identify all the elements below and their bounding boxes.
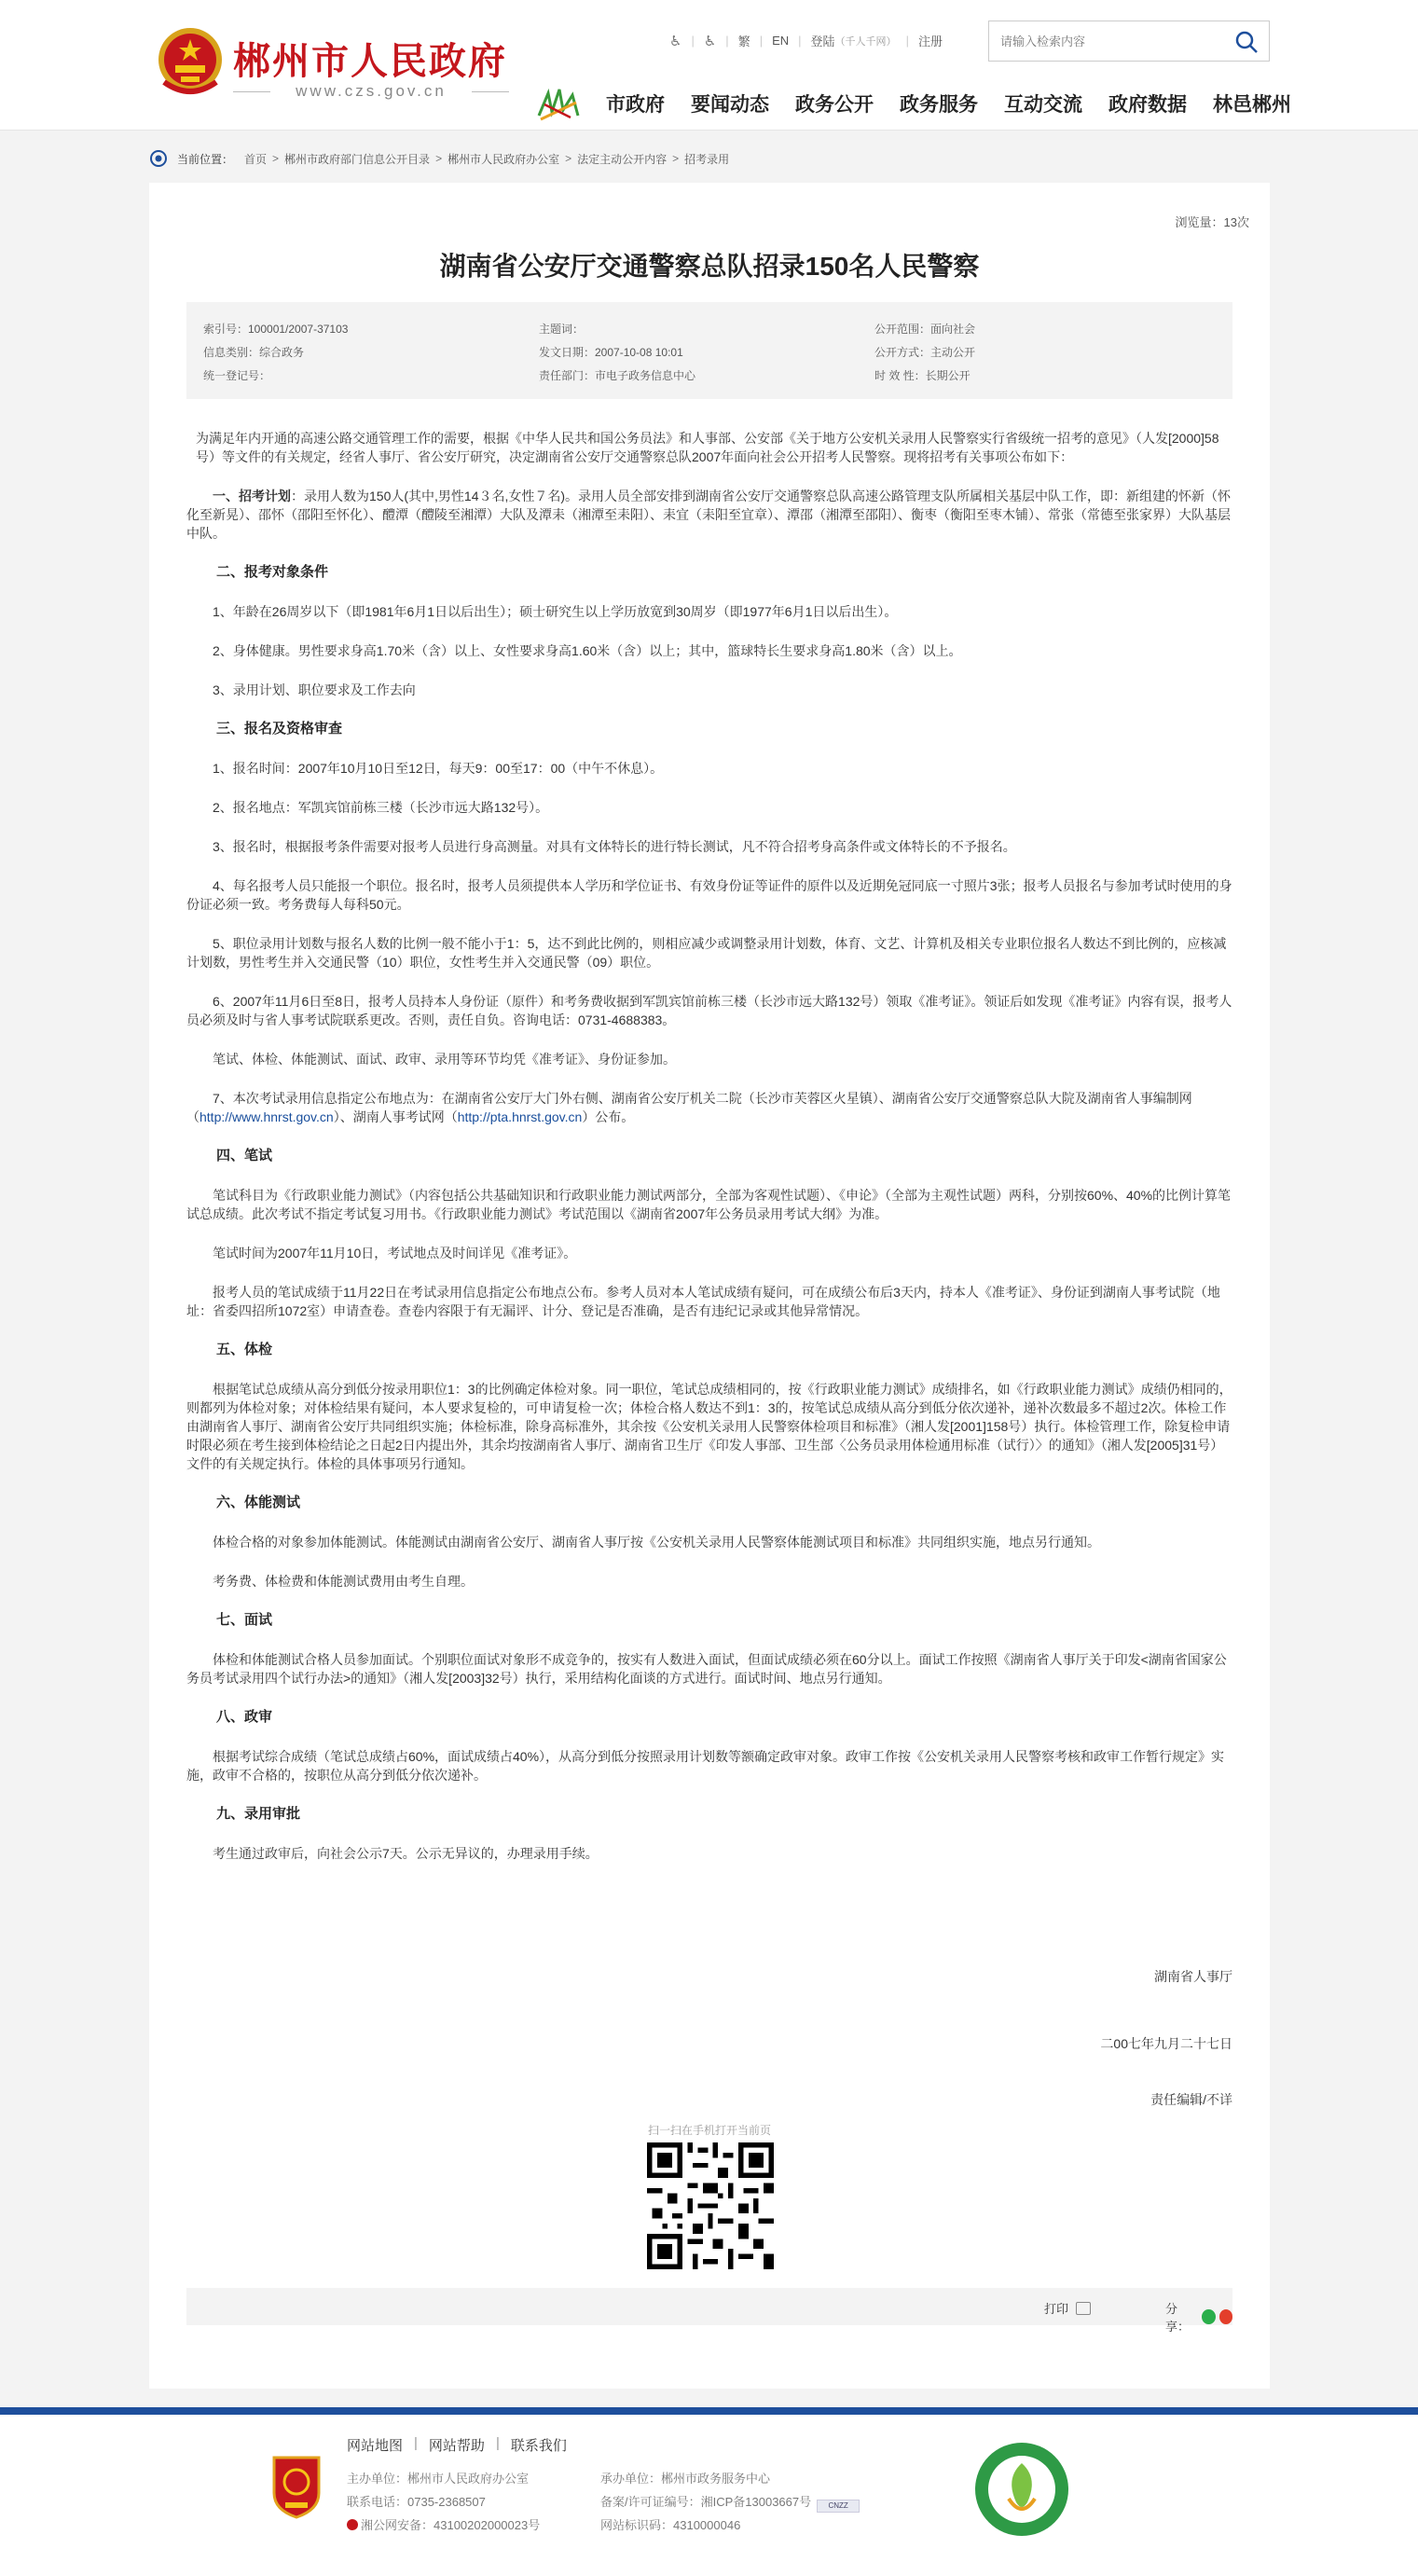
search-box bbox=[988, 21, 1270, 62]
meta-method: 公开方式：主动公开 bbox=[874, 346, 976, 359]
site-name[interactable]: 郴州市人民政府 bbox=[233, 39, 507, 83]
breadcrumb-separator: > bbox=[272, 152, 280, 165]
responsible-editor: 责任编辑/不详 bbox=[1150, 2092, 1232, 2107]
meta-date: 发文日期：2007-10-08 10:01 bbox=[539, 346, 683, 359]
national-emblem-icon[interactable] bbox=[155, 24, 226, 99]
paragraph: 考生通过政审后，向社会公示7天。公示无异议的，办理录用手续。 bbox=[213, 1846, 599, 1861]
paragraph: 根据考试综合成绩（笔试总成绩占60%，面试成绩占40%），从高分到低分按照录用计划数等额确定政审对象。政审工作按《公安机关录用人民警察考核和政审工作暂行规定》实施，政审不合格的，按职位从高分到低分依次递补。 bbox=[186, 1749, 1225, 1783]
wheelchair-icon[interactable]: ♿ bbox=[703, 33, 717, 49]
qr-tip: 扫一扫在手机打开当前页 bbox=[647, 2124, 771, 2137]
footer-phone: 联系电话：0735-2368507 bbox=[347, 2495, 486, 2509]
footer-info-left bbox=[347, 2467, 540, 2537]
meta-keywords: 主题词： bbox=[539, 323, 585, 336]
view-count: 浏览量：13次 bbox=[1175, 215, 1249, 229]
police-record-text: 湘公网安备：43100202000023号 bbox=[361, 2518, 541, 2532]
breadcrumb-separator: > bbox=[435, 152, 443, 165]
plan-text: ：录用人数为150人(其中,男性14３名,女性７名)。录用人员全部安排到湖南省公安厅交通警察总队高速公路管理支队所属相关基层中队工作，即：新组建的怀新（怀化至新晃）、邵怀（邵阳至怀化）、醴潭（醴陵至湘潭）大队及潭耒（湘潭至耒阳）、耒宜（耒阳至宜章）、潭邵（湘潭至邵阳）、衡枣（衡阳至枣木铺）、常张（常德至张家界）大队基层中队。 bbox=[186, 489, 1232, 541]
breadcrumb-home[interactable]: 首页 bbox=[244, 152, 268, 166]
meta-dept: 责任部门：市电子政务信息中心 bbox=[539, 369, 696, 382]
section-heading: 七、面试 bbox=[216, 1612, 273, 1628]
meta-scope: 公开范围：面向社会 bbox=[874, 323, 976, 336]
english-link[interactable]: EN bbox=[772, 34, 790, 48]
search-input[interactable] bbox=[1000, 32, 1224, 50]
paragraph: 6、2007年11月6日至8日，报考人员持本人身份证（原件）和考务费收据到军凯宾馆前栋三楼（长沙市远大路132号）领取《准考证》。领证后如发现《准考证》内容有误，报考人员必须及时与省人事考试院联系更改。否则，责任自负。咨询电话：0731-4688383。 bbox=[186, 994, 1232, 1027]
nav-gov-affairs-open[interactable]: 政务公开 bbox=[795, 94, 874, 116]
section-heading: 二、报考对象条件 bbox=[216, 564, 329, 580]
meta-reg-no: 统一登记号： bbox=[203, 369, 271, 382]
print-label: 打印 bbox=[1044, 2302, 1069, 2316]
pta-hnrst-link[interactable]: http://pta.hnrst.gov.cn bbox=[457, 1109, 583, 1124]
nav-city-government[interactable]: 市政府 bbox=[606, 94, 665, 116]
article-intro: 为满足年内开通的高速公路交通管理工作的需要，根据《中华人民共和国公务员法》和人事部、公安部《关于地方公安机关录用人民警察实行省级统一招考的意见》（人发[2000]58号）等文件的有关规定，经省人事厅、省公安厅研究，决定湖南省公安厅交通警察总队2007年面向社会公开招考人民警察。现将招考有关事项公布如下： bbox=[196, 431, 1219, 464]
site-header bbox=[0, 0, 1418, 131]
cnzz-badge-icon[interactable]: CNZZ bbox=[817, 2500, 860, 2513]
civilized-city-badge-icon[interactable] bbox=[973, 2441, 1070, 2538]
article-meta-table bbox=[186, 302, 1232, 399]
article-panel bbox=[149, 183, 1270, 2389]
paragraph: 2、身体健康。男性要求身高1.70米（含）以上、女性要求身高1.60米（含）以上；其中，篮球特长生要求身高1.80米（含）以上。 bbox=[213, 643, 962, 658]
nav-gov-data[interactable]: 政府数据 bbox=[1108, 94, 1187, 116]
plan-label: 一、招考计划 bbox=[213, 489, 291, 503]
paragraph: 1、年龄在26周岁以下（即1981年6月1日以后出生）；硕士研究生以上学历放宽到30周岁（即1977年6月1日以后出生）。 bbox=[213, 604, 898, 619]
footer-sitemap-link[interactable]: 网站地图 bbox=[347, 2438, 404, 2454]
section-heading: 四、笔试 bbox=[216, 1148, 273, 1164]
paragraph: 报考人员的笔试成绩于11月22日在考试录用信息指定公布地点公布。参考人员对本人笔试成绩有疑问，可在成绩公布后3天内，持本人《准考证》、身份证到湖南人事考试院（地址：省委四招所1072室）申请查卷。查卷内容限于有无漏评、计分、登记是否准确，是否有违纪记录或其他异常情况。 bbox=[186, 1285, 1220, 1318]
nav-interaction[interactable]: 互动交流 bbox=[1004, 94, 1082, 116]
paragraph: 笔试时间为2007年11月10日，考试地点及时间详见《准考证》。 bbox=[213, 1246, 577, 1260]
share-group bbox=[1165, 2299, 1232, 2335]
footer-info-right bbox=[600, 2467, 860, 2537]
utility-bar: ♿︎ | ♿ | 繁 | EN | 登陆 （千人千网） | 注册 bbox=[669, 33, 943, 49]
main-nav bbox=[606, 90, 1291, 117]
city-logo-icon bbox=[535, 84, 582, 123]
site-url: www.czs.gov.cn bbox=[233, 82, 509, 101]
location-pin-icon bbox=[149, 149, 168, 168]
text-span: ）、湖南人事考试网（ bbox=[333, 1109, 458, 1124]
article-body bbox=[186, 429, 1232, 1883]
police-badge-icon bbox=[347, 2519, 358, 2530]
traditional-chinese-link[interactable]: 繁 bbox=[737, 34, 750, 48]
breadcrumb bbox=[149, 147, 729, 170]
site-footer bbox=[0, 2415, 1418, 2576]
accessibility-ear-icon[interactable]: ♿︎ bbox=[669, 33, 682, 49]
footer-police-record[interactable] bbox=[347, 2514, 540, 2537]
paragraph: 考务费、体检费和体能测试费用由考生自理。 bbox=[213, 1574, 474, 1589]
search-icon[interactable] bbox=[1233, 29, 1260, 55]
footer-contact-link[interactable]: 联系我们 bbox=[510, 2438, 567, 2454]
paragraph: 4、每名报考人员只能报一个职位。报名时，报考人员须提供本人学历和学位证书、有效身份证等证件的原件以及近期免冠同底一寸照片3张；报考人员报名与参加考试时使用的身份证必须一致。考务费每人每科50元。 bbox=[186, 878, 1232, 912]
breadcrumb-separator: > bbox=[672, 152, 680, 165]
share-label: 分享： bbox=[1165, 2302, 1191, 2334]
text-span: ）公布。 bbox=[582, 1109, 635, 1124]
breadcrumb-label: 当前位置： bbox=[177, 152, 234, 166]
share-bar bbox=[186, 2288, 1232, 2334]
nav-gov-services[interactable]: 政务服务 bbox=[900, 94, 978, 116]
hnrst-link[interactable]: http://www.hnrst.gov.cn bbox=[200, 1109, 334, 1124]
qr-code-icon bbox=[647, 2142, 774, 2269]
section-heading: 九、录用审批 bbox=[216, 1806, 301, 1822]
breadcrumb-office[interactable]: 郴州市人民政府办公室 bbox=[447, 152, 560, 166]
weibo-icon[interactable] bbox=[1219, 2309, 1232, 2324]
print-button[interactable] bbox=[1044, 2299, 1091, 2317]
printer-icon bbox=[1076, 2302, 1091, 2315]
paragraph: 根据笔试总成绩从高分到低分按录用职位1：3的比例确定体检对象。同一职位，笔试总成绩相同的，按《行政职业能力测试》成绩排名，如《行政职业能力测试》成绩仍相同的，则都列为体检对象；对体检结果有疑问，本人要求复检的，可申请复检一次；体检合格人数达不到1：3的，按笔试总成绩从高分到低分依次递补，递补次数最多不超过2次。体检工作由湖南省人事厅、湖南省公安厅共同组织实施；体检标准，除身高标准外，其余按《公安机关录用人民警察体检项目和标准》（湘人发[2001]158号）执行。体检管理工作，除复检申请时限必须在考生接到体检结论之日起2日内提出外，其余均按湖南省人事厅、湖南省卫生厅《印发人事部、卫生部〈公务员录用体检通用标准（试行）〉的通知》（湘人发[2005]31号）文件的有关规定执行。体检的具体事项另行通知。 bbox=[186, 1382, 1232, 1471]
breadcrumb-dept-catalog[interactable]: 郴州市政府部门信息公开目录 bbox=[284, 152, 431, 166]
nav-linyi-chenzhou[interactable]: 林邑郴州 bbox=[1213, 94, 1291, 116]
nav-news[interactable]: 要闻动态 bbox=[691, 94, 769, 116]
breadcrumb-legal-content[interactable]: 法定主动公开内容 bbox=[577, 152, 668, 166]
article-plan bbox=[186, 487, 1232, 543]
footer-help-link[interactable]: 网站帮助 bbox=[428, 2438, 485, 2454]
paragraph: 体检和体能测试合格人员参加面试。个别职位面试对象形不成竞争的，按实有人数进入面试，但面试成绩必须在60分以上。面试工作按照《湖南省人事厅关于印发<湖南省国家公务员考试录用四个试行办法>的通知》（湘人发[2003]32号）执行，采用结构化面谈的方式进行。面试时间、地点另行通知。 bbox=[186, 1652, 1227, 1686]
icp-text: 备案/许可证编号：湘ICP备13003667号 bbox=[600, 2495, 812, 2509]
paragraph: 3、报名时，根据报考条件需要对报考人员进行身高测量。对具有文体特长的进行特长测试，凡不符合招考身高条件或文体特长的不予报名。 bbox=[213, 839, 1016, 854]
wechat-icon[interactable] bbox=[1202, 2309, 1215, 2324]
section-heading: 三、报名及资格审查 bbox=[216, 721, 343, 737]
login-note: （千人千网） bbox=[834, 35, 897, 48]
section-heading: 八、政审 bbox=[216, 1709, 273, 1725]
text-span: 7、本次考试录用信息指定公布地点为：在湖南省公安厅大门外右侧、湖南省公安厅机关二院（长沙市芙蓉区火星镇）、湖南省公安厅交通警察总队大院及湖南省人事编制网（ bbox=[186, 1091, 1192, 1124]
meta-index-no: 索引号：100001/2007-37103 bbox=[203, 323, 349, 336]
meta-category: 信息类别：综合政务 bbox=[203, 346, 305, 359]
section-heading: 五、体检 bbox=[216, 1342, 273, 1357]
paragraph: 1、报名时间：2007年10月10日至12日，每天9：00至17：00（中午不休息）。 bbox=[213, 761, 664, 776]
footer-icp[interactable] bbox=[600, 2490, 860, 2514]
sign-organization: 湖南省人事厅 bbox=[1154, 1969, 1232, 1984]
paragraph: 3、录用计划、职位要求及工作去向 bbox=[213, 682, 416, 697]
breadcrumb-separator: > bbox=[565, 152, 572, 165]
footer-divider bbox=[0, 2407, 1418, 2415]
meta-validity: 时 效 性：长期公开 bbox=[874, 369, 971, 382]
paragraph-with-links bbox=[186, 1089, 1232, 1126]
breadcrumb-recruitment[interactable]: 招考录用 bbox=[684, 152, 730, 166]
paragraph: 2、报名地点：军凯宾馆前栋三楼（长沙市远大路132号）。 bbox=[213, 800, 549, 815]
login-link[interactable]: 登陆 bbox=[810, 34, 835, 48]
register-link[interactable]: 注册 bbox=[917, 34, 943, 48]
paragraph: 笔试科目为《行政职业能力测试》（内容包括公共基础知识和行政职业能力测试两部分，全部为客观性试题）、《申论》（全部为主观性试题）两科，分别按60%、40%的比例计算笔试总成绩。此次考试不指定考试复习用书。《行政职业能力测试》考试范围以《湖南省2007年公务员录用考试大纲》为准。 bbox=[186, 1188, 1232, 1221]
footer-links: 网站地图 | 网站帮助 | 联系我们 bbox=[347, 2435, 567, 2454]
paragraph: 笔试、体检、体能测试、面试、政审、录用等环节均凭《准考证》、身份证参加。 bbox=[213, 1052, 676, 1067]
sign-date: 二00七年九月二十七日 bbox=[1100, 2036, 1232, 2051]
section-heading: 六、体能测试 bbox=[216, 1495, 301, 1510]
article-title: 湖南省公安厅交通警察总队招录150名人民警察 bbox=[439, 252, 980, 281]
footer-undertaker: 承办单位：郴州市政务服务中心 bbox=[600, 2472, 771, 2486]
paragraph: 体检合格的对象参加体能测试。体能测试由湖南省公安厅、湖南省人事厅按《公安机关录用人民警察体能测试项目和标准》共同组织实施，地点另行通知。 bbox=[213, 1535, 1100, 1550]
footer-host: 主办单位：郴州市人民政府办公室 bbox=[347, 2472, 530, 2486]
paragraph: 5、职位录用计划数与报名人数的比例一般不能小于1：5，达不到此比例的，则相应减少或调整录用计划数，体育、文艺、计算机及相关专业职位报名人数达不到比例的，应核减计划数，男性考生并入交通民警（10）职位，女性考生并入交通民警（09）职位。 bbox=[186, 936, 1227, 970]
footer-site-code: 网站标识码：4310000046 bbox=[600, 2518, 741, 2532]
party-org-badge-icon[interactable] bbox=[270, 2452, 323, 2519]
